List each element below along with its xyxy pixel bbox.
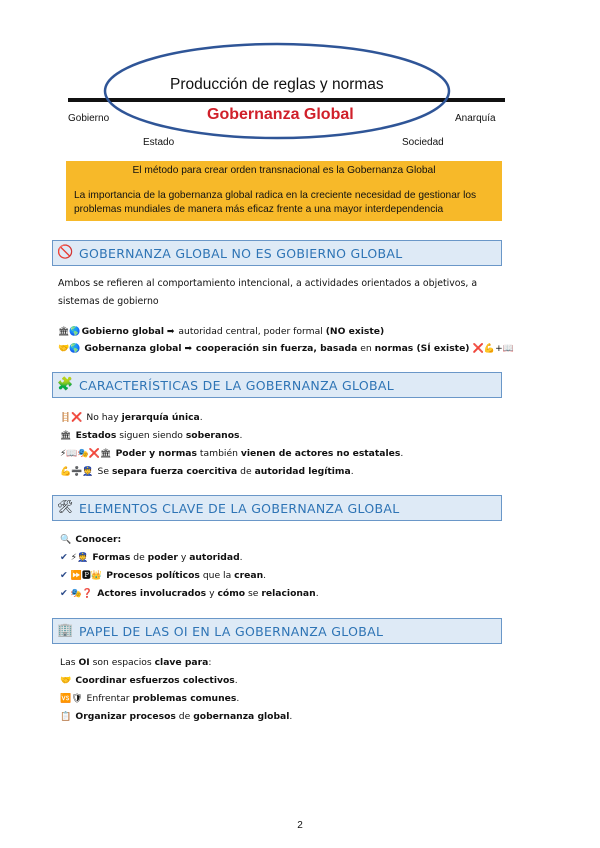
text: . <box>239 430 243 441</box>
arrow-right-icon: ➡ <box>166 327 175 337</box>
checkmark-icon: ✔ <box>60 570 68 581</box>
list-item-actores <box>60 587 319 601</box>
power-book-actors-icon: ⚡📖🎭❌🏛 <box>60 449 112 459</box>
diagram-subtitle: Gobernanza Global <box>207 106 354 123</box>
section1-intro-line2: sistemas de gobierno <box>58 296 159 307</box>
text: de <box>175 711 194 722</box>
keyword: Coordinar esfuerzos colectivos <box>72 675 235 686</box>
keyword: gobernanza global <box>193 711 290 722</box>
list-item-organizar <box>60 710 292 724</box>
text: . <box>199 412 203 423</box>
keyword: Poder y normas <box>112 448 197 459</box>
section-header-no-es-gobierno <box>52 240 502 266</box>
office-building-icon: 🏢 <box>57 623 74 638</box>
keyword: OI <box>78 657 90 668</box>
keyword: Conocer: <box>72 534 122 545</box>
keyword: Estados <box>72 430 117 441</box>
building-globe-icon: 🏛🌎 <box>58 327 81 337</box>
text: : <box>208 657 212 668</box>
list-item-formas-poder <box>60 551 243 565</box>
definition: autoridad central, poder formal <box>175 326 326 337</box>
list-item-estados <box>60 429 242 443</box>
label-anarquia: Anarquía <box>455 113 496 124</box>
text: de <box>130 552 148 563</box>
keyword: Formas <box>89 552 131 563</box>
list-item-gobierno-global <box>58 325 384 339</box>
text: . <box>350 466 354 477</box>
keyword: poder <box>147 552 178 563</box>
forward-parking-crown-icon: ⏩🅿👑 <box>70 571 103 581</box>
page-number: 2 <box>297 820 303 831</box>
text: . <box>263 570 267 581</box>
handshake-icon: 🤝 <box>60 676 72 686</box>
list-item-poder-normas <box>60 447 403 461</box>
text: de <box>237 466 255 477</box>
existence-note: (SÍ existe) <box>413 343 473 354</box>
label-estado: Estado <box>143 137 175 148</box>
prohibited-icon: 🚫 <box>57 245 74 260</box>
list-item-coordinar <box>60 674 238 688</box>
governance-diagram <box>0 0 600 160</box>
section1-intro-line1: Ambos se refieren al comportamiento intencional, a actividades orientados a objetivos, a <box>58 278 478 289</box>
text: . <box>234 675 238 686</box>
keyword: Actores involucrados <box>94 588 207 599</box>
text: . <box>236 693 240 704</box>
section-title: GOBERNANZA GLOBAL NO ES GOBIERNO GLOBAL <box>79 246 403 261</box>
keyword: soberanos <box>185 430 240 441</box>
building-icon: 🏛 <box>60 431 72 441</box>
label-sociedad: Sociedad <box>402 137 444 148</box>
clipboard-icon: 📋 <box>60 712 72 722</box>
text: siguen siendo <box>116 430 186 441</box>
list-item-jerarquia <box>60 411 203 425</box>
checkmark-icon: ✔ <box>60 588 68 599</box>
section-header-caracteristicas <box>52 372 502 398</box>
section-header-papel-oi <box>52 618 502 644</box>
keyword: Procesos políticos <box>103 570 200 581</box>
keyword: clave para <box>154 657 209 668</box>
ladder-cross-icon: 🪜❌ <box>60 413 83 423</box>
text: . <box>315 588 319 599</box>
keyword: separa fuerza coercitiva <box>111 466 238 477</box>
keyword: cómo <box>217 588 246 599</box>
highlight-box-title: El método para crear orden transnacional es la Gobernanza Global <box>132 165 436 176</box>
list-item-fuerza-coercitiva <box>60 465 354 479</box>
term: Gobernanza global <box>84 343 182 354</box>
list-lead-conocer <box>60 533 121 547</box>
text: . <box>289 711 293 722</box>
diagram-title: Producción de reglas y normas <box>170 76 384 93</box>
list-item-enfrentar <box>60 692 239 706</box>
section-title: PAPEL DE LAS OI EN LA GOBERNANZA GLOBAL <box>79 624 384 639</box>
puzzle-icon: 🧩 <box>57 377 74 392</box>
magnifier-icon: 🔍 <box>60 535 72 545</box>
text: No hay <box>83 412 122 423</box>
section4-intro <box>60 656 211 670</box>
section-header-elementos-clave <box>52 495 502 521</box>
power-officer-icon: ⚡👮 <box>70 553 89 563</box>
text: Las <box>60 657 79 668</box>
text: Enfrentar <box>83 693 133 704</box>
keyword: Organizar procesos <box>72 711 176 722</box>
list-item-gobernanza-global <box>58 342 515 356</box>
handshake-globe-icon: 🤝🌎 <box>58 344 81 354</box>
tools-icon: 🛠 <box>57 500 74 515</box>
keyword: autoridad legítima <box>254 466 351 477</box>
text: . <box>400 448 404 459</box>
keyword: vienen de actores no estatales <box>240 448 401 459</box>
text: se <box>245 588 262 599</box>
section-title: CARACTERÍSTICAS DE LA GOBERNANZA GLOBAL <box>79 378 394 393</box>
existence-note: (NO existe) <box>325 326 385 337</box>
keyword: crean <box>234 570 264 581</box>
keyword: normas <box>374 343 414 354</box>
keyword: problemas comunes <box>132 693 237 704</box>
list-item-procesos-politicos <box>60 569 266 583</box>
text: en <box>357 343 375 354</box>
definition: cooperación sin fuerza, basada <box>195 343 358 354</box>
section-title: ELEMENTOS CLAVE DE LA GOBERNANZA GLOBAL <box>79 501 400 516</box>
keyword: jerarquía única <box>121 412 200 423</box>
label-gobierno: Gobierno <box>68 113 110 124</box>
masks-question-icon: 🎭❓ <box>70 589 94 599</box>
checkmark-icon: ✔ <box>60 552 68 563</box>
keyword: relacionan <box>261 588 316 599</box>
term: Gobierno global <box>81 326 164 337</box>
text: que la <box>199 570 235 581</box>
text: también <box>196 448 241 459</box>
cross-muscle-book-icon: ❌💪+📖 <box>472 344 514 354</box>
text: son espacios <box>89 657 155 668</box>
highlight-box-text: La importancia de la gobernanza global radica en la creciente necesidad de gestionar los problemas mundiales de manera más eficaz frente a una mayor interdependencia <box>74 190 477 215</box>
text: y <box>206 588 218 599</box>
keyword: autoridad <box>189 552 240 563</box>
text: Se <box>94 466 112 477</box>
text: . <box>239 552 243 563</box>
highlight-box <box>66 161 502 221</box>
versus-shield-icon: 🆚🛡 <box>60 694 83 704</box>
muscle-divide-officer-icon: 💪➗👮 <box>60 467 94 477</box>
arrow-right-icon: ➡ <box>184 344 192 354</box>
text: y <box>177 552 190 563</box>
